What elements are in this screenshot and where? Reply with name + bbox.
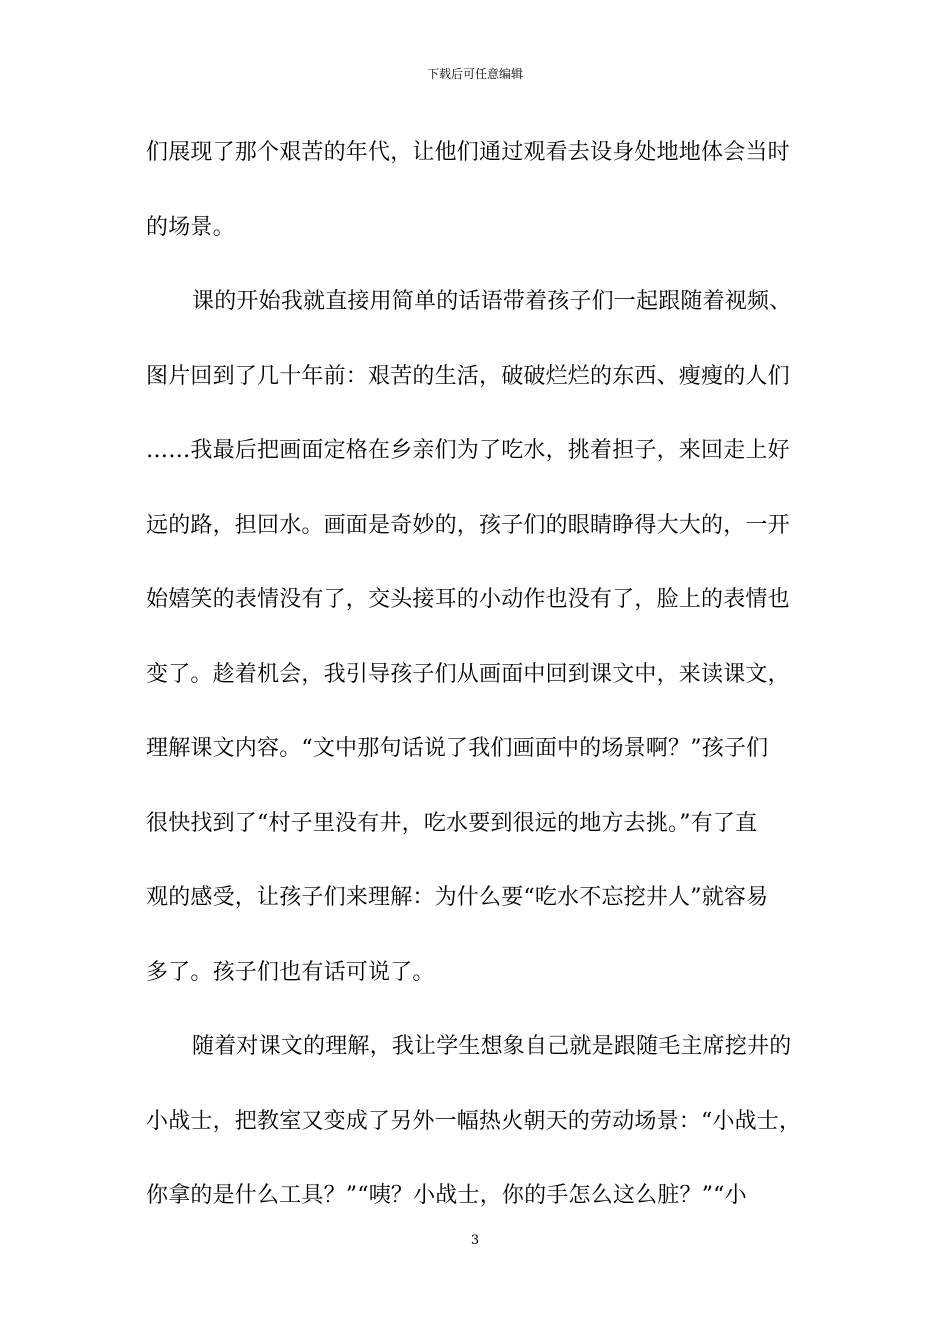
paragraph-start-line: 课的开始我就直接用简单的话语带着孩子们一起跟随着视频、 (192, 289, 792, 314)
text-line: ……我最后把画面定格在乡亲们为了吃水，挑着担子，来回走上好 (146, 438, 790, 463)
text-line: 多了。孩子们也有话可说了。 (146, 959, 435, 985)
page-header: 下载后可任意编辑 (426, 67, 523, 81)
text-line: 很快找到了“村子里没有井，吃水要到很远的地方去挑。”有了直 (146, 810, 758, 836)
text-line: 的场景。 (146, 214, 235, 240)
text-line: 始嬉笑的表情没有了，交头接耳的小动作也没有了，脸上的表情也 (146, 587, 790, 612)
text-line: 小战士，把教室又变成了另外一幅热火朝天的劳动场景：“小战士， (146, 1108, 802, 1134)
paragraph-start-line: 随着对课文的理解，我让学生想象自己就是跟随毛主席挖井的 (192, 1034, 792, 1059)
page-number: 3 (470, 1233, 480, 1248)
text-line: 们展现了那个艰苦的年代，让他们通过观看去设身处地地体会当时 (146, 140, 790, 165)
text-line: 变了。趁着机会，我引导孩子们从画面中回到课文中，来读课文， (146, 661, 790, 687)
text-line: 你拿的是什么工具？”“咦？小战士，你的手怎么这么脏？”“小 (146, 1183, 747, 1208)
text-line: 远的路，担回水。画面是奇妙的，孩子们的眼睛睁得大大的，一开 (146, 512, 790, 538)
text-line: 理解课文内容。“文中那句话说了我们画面中的场景啊？”孩子们 (146, 736, 769, 761)
text-line: 图片回到了几十年前：艰苦的生活，破破烂烂的东西、瘦瘦的人们 (146, 363, 790, 389)
text-line: 观的感受，让孩子们来理解：为什么要“吃水不忘挖井人”就容易 (146, 885, 769, 910)
document-body (146, 131, 810, 1249)
